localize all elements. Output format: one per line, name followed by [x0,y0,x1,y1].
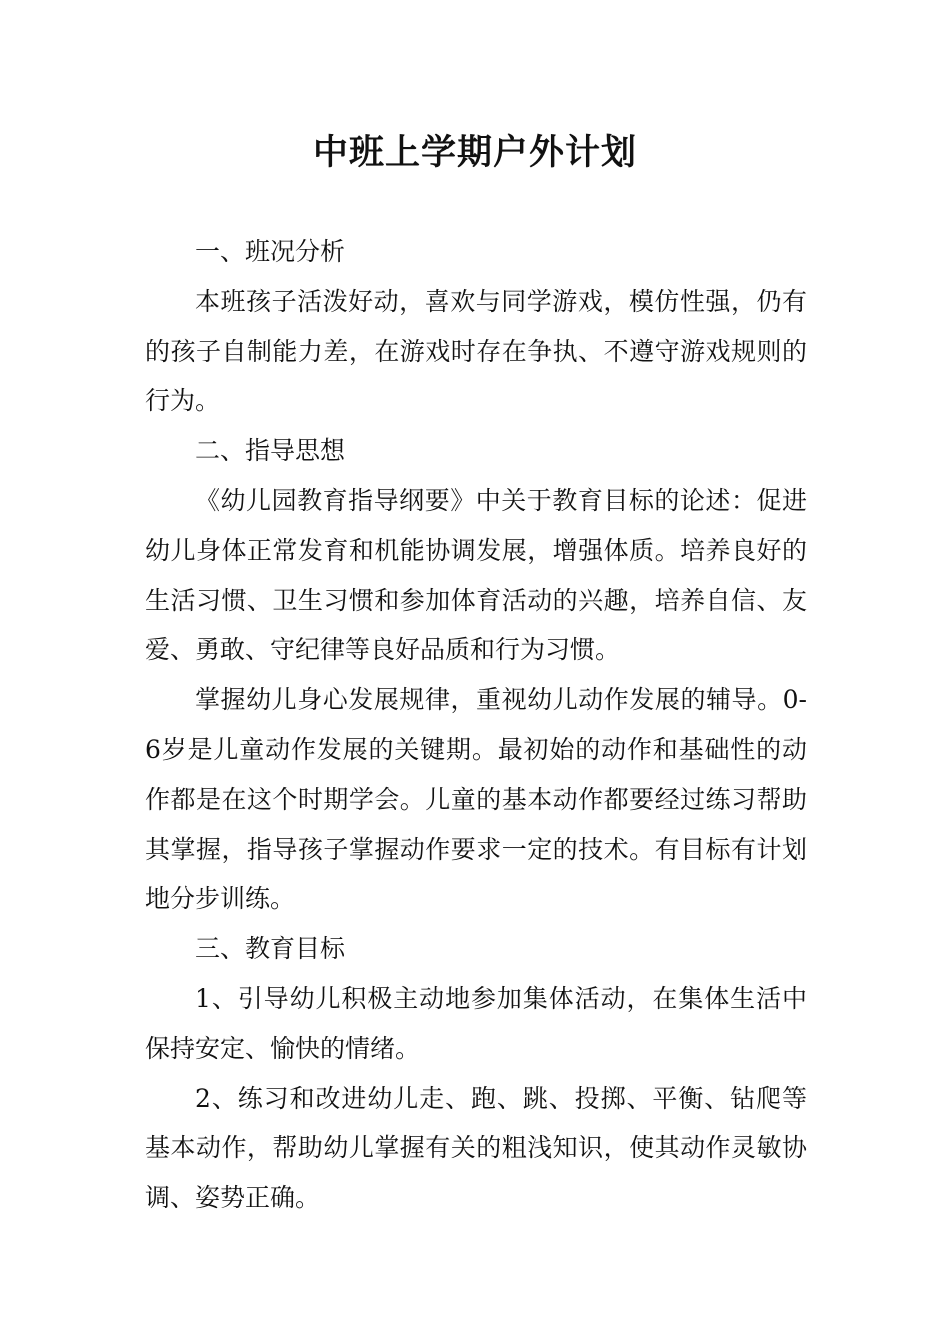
paragraph-guiding-ideas: 《幼儿园教育指导纲要》中关于教育目标的论述：促进幼儿身体正常发育和机能协调发展，增强体质。培养良好的生活习惯、卫生习惯和参加体育活动的兴趣，培养自信、友爱、勇敢、守纪律等良好品质和行为习惯。 [145,485,807,665]
goal-item-2: 2、练习和改进幼儿走、跑、跳、投掷、平衡、钻爬等基本动作，帮助幼儿掌握有关的粗浅知识，使其动作灵敏协调、姿势正确。 [145,1083,807,1213]
paragraph-motor-development: 掌握幼儿身心发展规律，重视幼儿动作发展的辅导。0-6岁是儿童动作发展的关键期。最初始的动作和基础性的动作都是在这个时期学会。儿童的基本动作都要经过练习帮助其掌握，指导孩子掌握动作要求一定的技术。有目标有计划地分步训练。 [145,685,807,914]
document-body [145,227,807,1223]
section-heading-education-goals: 三、教育目标 [195,934,346,964]
goal-item-1: 1、引导幼儿积极主动地参加集体活动，在集体生活中保持安定、愉快的情绪。 [145,983,807,1063]
document-title: 中班上学期户外计划 [312,132,637,173]
section-heading-guiding-ideas: 二、指导思想 [195,436,346,466]
section-heading-class-analysis: 一、班况分析 [195,237,346,266]
paragraph-class-analysis: 本班孩子活泼好动，喜欢与同学游戏，模仿性强，仍有的孩子自制能力差，在游戏时存在争执、不遵守游戏规则的行为。 [145,286,807,416]
